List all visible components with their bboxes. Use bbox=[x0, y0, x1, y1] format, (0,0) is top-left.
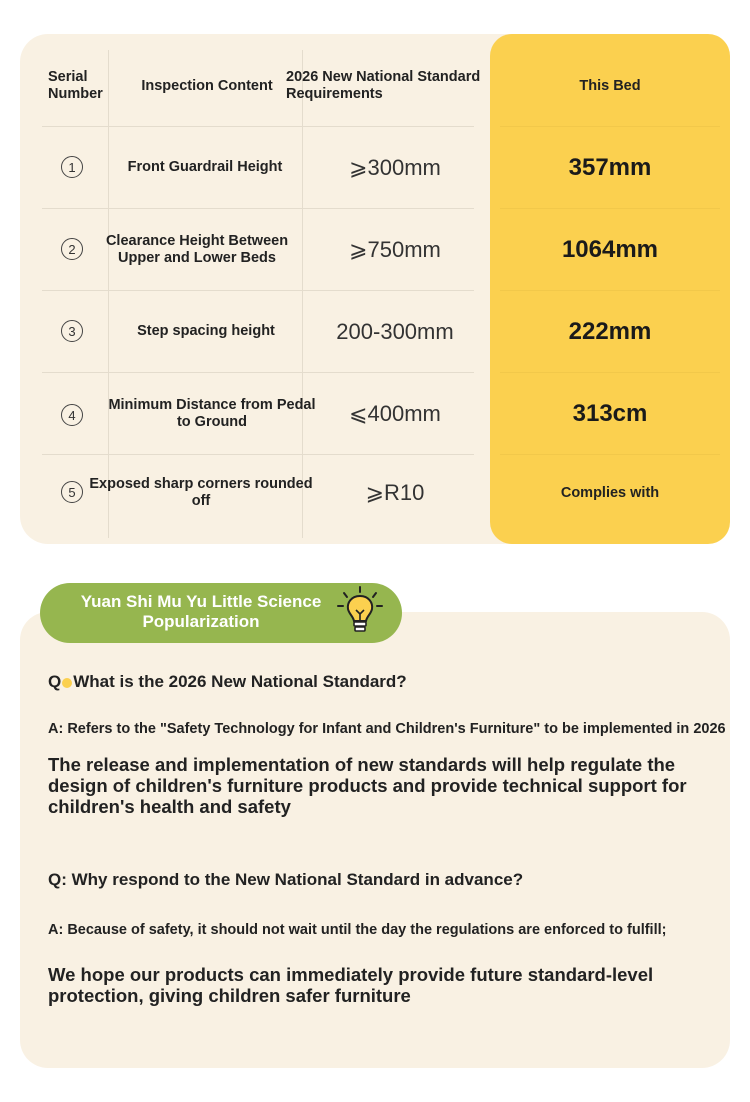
paragraph-1: The release and implementation of new standards will help regulate the design of children's furniture products and provide technical support for children's health and safety bbox=[48, 754, 687, 817]
row-inspection-content: Front Guardrail Height bbox=[127, 159, 283, 175]
row-inspection-content: Clearance Height Between Upper and Lower Beds bbox=[105, 232, 289, 266]
header-standard-requirements: 2026 New National Standard Requirements bbox=[286, 69, 481, 102]
header-inspection-content: Inspection Content bbox=[141, 77, 273, 94]
row-number-badge: 2 bbox=[61, 238, 83, 260]
question-1-text: What is the 2026 New National Standard? bbox=[73, 672, 407, 691]
answer-2: A: Because of safety, it should not wait until the day the regulations are enforced to fulfill; bbox=[48, 922, 667, 938]
row-number-badge: 3 bbox=[61, 320, 83, 342]
row-this-bed-value: 313cm bbox=[572, 399, 648, 427]
section-title: Yuan Shi Mu Yu Little Science Popularization bbox=[80, 592, 322, 631]
colon-dot-icon bbox=[62, 678, 72, 688]
row-requirement: ⩾R10 bbox=[365, 479, 425, 505]
row-number-badge: 5 bbox=[61, 481, 83, 503]
question-1-prefix: Q bbox=[48, 672, 62, 691]
row-requirement: ⩽400mm bbox=[349, 400, 441, 426]
question-2: Q: Why respond to the New National Standard in advance? bbox=[48, 870, 524, 889]
header-serial-number: Serial Number bbox=[48, 69, 103, 102]
row-inspection-content: Step spacing height bbox=[137, 323, 275, 339]
row-inspection-content: Minimum Distance from Pedal to Ground bbox=[108, 396, 316, 430]
question-1 bbox=[48, 672, 407, 692]
header-this-bed: This Bed bbox=[579, 77, 641, 94]
paragraph-2: We hope our products can immediately provide future standard-level protection, giving children safer furniture bbox=[48, 964, 654, 1006]
row-this-bed-value: 357mm bbox=[568, 153, 652, 181]
answer-1: A: Refers to the "Safety Technology for Infant and Children's Furniture" to be implemented in 2026 bbox=[48, 721, 726, 737]
lightbulb-icon bbox=[334, 584, 386, 636]
row-this-bed-value: 1064mm bbox=[561, 235, 659, 263]
row-requirement: ⩾750mm bbox=[349, 236, 441, 262]
row-number-badge: 1 bbox=[61, 156, 83, 178]
row-inspection-content: Exposed sharp corners rounded off bbox=[89, 475, 313, 509]
row-this-bed-value: 222mm bbox=[568, 317, 652, 345]
row-requirement: ⩾300mm bbox=[349, 154, 441, 180]
row-this-bed-value: Complies with bbox=[560, 484, 660, 501]
row-number-badge: 4 bbox=[61, 404, 83, 426]
row-requirement: 200-300mm bbox=[336, 318, 454, 344]
